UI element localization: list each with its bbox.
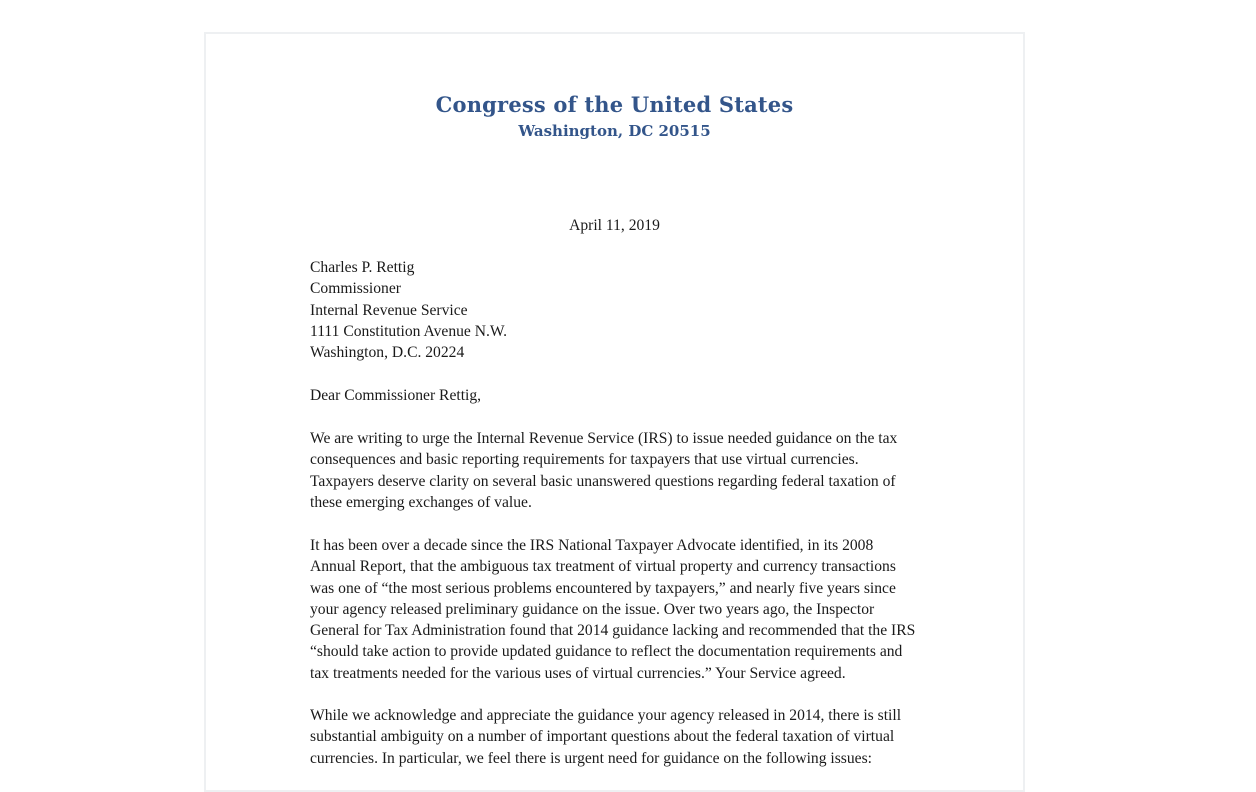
recipient-address (310, 257, 507, 363)
paragraph-line: It has been over a decade since the IRS National Taxpayer Advocate identified, in its 2008 (310, 537, 874, 554)
paragraph-line: tax treatments needed for the various uses of virtual currencies.” Your Service agreed. (310, 664, 846, 682)
recipient-organization: Internal Revenue Service (310, 301, 468, 319)
paragraph-line: Taxpayers deserve clarity on several basic unanswered questions regarding federal taxation of (310, 472, 896, 490)
paragraph-line: General for Tax Administration found that 2014 guidance lacking and recommended that the IRS (310, 622, 916, 640)
salutation: Dear Commissioner Rettig, (310, 387, 482, 404)
paragraph-line: your agency released preliminary guidance on the issue. Over two years ago, the Inspector (310, 600, 875, 618)
paragraph-2 (310, 535, 950, 684)
paragraph-line: currencies. In particular, we feel there is urgent need for guidance on the following issues: (310, 749, 872, 767)
letterhead-title: Congress of the United States (435, 92, 794, 117)
paragraph-line: “should take action to provide updated guidance to reflect the documentation requirements and (310, 643, 903, 661)
recipient-street: 1111 Constitution Avenue N.W. (310, 322, 508, 340)
paragraph-line: Annual Report, that the ambiguous tax treatment of virtual property and currency transactions (310, 558, 896, 576)
paragraph-line: While we acknowledge and appreciate the guidance your agency released in 2014, there is still (310, 707, 902, 724)
paragraph-line: substantial ambiguity on a number of important questions about the federal taxation of virtual (310, 728, 895, 746)
recipient-title: Commissioner (310, 280, 401, 298)
letter-page (204, 32, 1025, 792)
paragraph-line: consequences and basic reporting requirements for taxpayers that use virtual currencies. (310, 451, 859, 469)
paragraph-line: We are writing to urge the Internal Revenue Service (IRS) to issue needed guidance on the tax (310, 430, 898, 447)
paragraph-line: these emerging exchanges of value. (310, 493, 532, 511)
recipient-name: Charles P. Rettig (310, 259, 415, 276)
letterhead-subtitle: Washington, DC 20515 (518, 122, 711, 140)
paragraph-line: was one of “the most serious problems encountered by taxpayers,” and nearly five years since (310, 579, 896, 597)
letter-date: April 11, 2019 (569, 217, 660, 234)
recipient-city: Washington, D.C. 20224 (310, 344, 465, 362)
paragraph-1 (310, 428, 950, 513)
paragraph-3 (310, 705, 950, 769)
